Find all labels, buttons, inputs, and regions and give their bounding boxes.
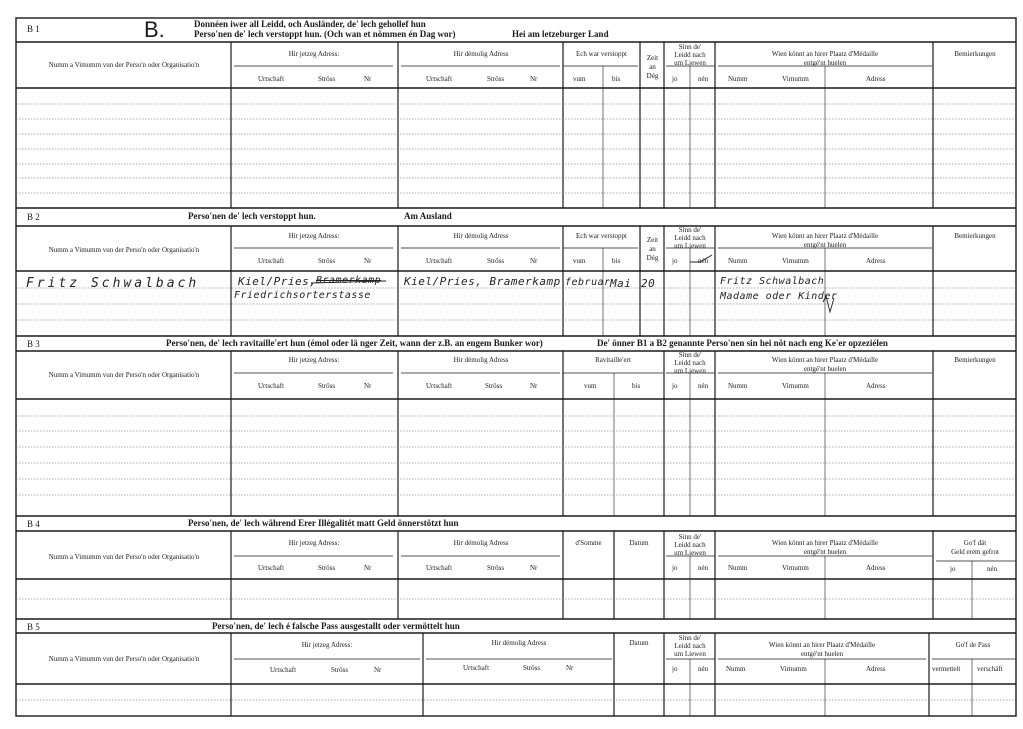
- entry-medal-name: Fritz Schwalbach: [720, 276, 825, 287]
- col-remarks: Bemierkungen: [954, 232, 996, 240]
- col-from: vum: [584, 382, 597, 390]
- col-yes: jo: [672, 257, 678, 265]
- col-hidden: Ech war verstoppt: [576, 232, 627, 240]
- col-victims-3: um Liewen: [674, 367, 706, 375]
- col-name-header: Numm a Vimumm vun der Perso'n oder Organisatio'n: [48, 246, 200, 254]
- col-current-address: Hir jetzeg Adress:: [288, 356, 340, 364]
- entry-name: Fritz Schwalbach: [26, 276, 200, 291]
- entry-to: Mai: [610, 277, 632, 290]
- b2-title: Perso'nen de' lech verstoppt hun.: [188, 211, 316, 221]
- form-letter: B.: [144, 17, 165, 42]
- b1-title-line1: Donnéen iwer all Leidd, och Ausländer, de' lech gehollef hun: [194, 19, 426, 29]
- col-number: Nr: [364, 382, 372, 390]
- col-from: vum: [573, 75, 586, 83]
- col-medal: Wien könnt an hirer Plaatz d'Médaille: [771, 50, 879, 58]
- col-victims-3: um Liewen: [674, 59, 706, 67]
- col-no: nén: [698, 382, 709, 390]
- col-no: nén: [698, 564, 709, 572]
- col-street: Ströss: [523, 664, 541, 672]
- col-from: vum: [573, 257, 586, 265]
- col-medal: Wien könnt an hirer Plaatz d'Médaille: [768, 641, 876, 649]
- b1-title-line2: Perso'nen de' lech verstoppt hun. (Och wan et nömmen én Dag wor): [194, 29, 456, 39]
- col-victims-2: Leidd nach: [674, 234, 706, 242]
- col-medal: Wien könnt an hirer Plaatz d'Médaille: [771, 539, 879, 547]
- col-current-address: Hir jetzeg Adress:: [288, 232, 340, 240]
- col-medal-name: Numm: [726, 665, 746, 673]
- col-medal: Wien könnt an hirer Plaatz d'Médaille: [771, 232, 879, 240]
- col-no: nén: [698, 257, 709, 265]
- entry-current-town: Kiel/Pries,: [238, 275, 317, 288]
- col-street: Ströss: [487, 75, 505, 83]
- col-street: Ströss: [487, 257, 505, 265]
- col-medal-2: entgé'nt huelen: [803, 59, 847, 67]
- col-duration-2: an: [649, 63, 656, 71]
- entry-current-street-struck: Bramerkamp: [316, 275, 382, 286]
- col-name-header: Numm a Vimumm vun der Perso'n oder Organisatio'n: [48, 371, 200, 379]
- col-medal-address: Adress: [866, 382, 886, 390]
- col-medal-name: Numm: [728, 564, 748, 572]
- section-b1-label: B 1: [27, 24, 40, 34]
- col-victims-1: Sinn de': [678, 43, 702, 51]
- col-current-address: Hir jetzeg Adress:: [288, 539, 340, 547]
- col-date: Datum: [629, 639, 649, 647]
- col-medal-firstname: Virnumm: [780, 665, 807, 673]
- col-money-returned-1: Go'f dät: [963, 539, 987, 547]
- col-arranged: vermettelt: [932, 665, 961, 673]
- col-street: Ströss: [318, 257, 336, 265]
- col-street: Ströss: [331, 666, 349, 674]
- section-b2-label: B 2: [27, 212, 40, 222]
- col-number: Nr: [530, 257, 538, 265]
- col-duration-2: an: [649, 245, 656, 253]
- col-yes: jo: [672, 382, 678, 390]
- col-number: Nr: [530, 382, 538, 390]
- col-date: Datum: [629, 539, 649, 547]
- col-medal-name: Numm: [728, 257, 748, 265]
- section-b3-label: B 3: [27, 339, 40, 349]
- col-street: Ströss: [318, 382, 336, 390]
- col-money-returned-2: Geld erem gefrot: [951, 548, 999, 556]
- col-former-address: Hir démolig Adress: [453, 50, 509, 58]
- col-yes: jo: [672, 75, 678, 83]
- b3-title: Perso'nen, de' lech ravitaille'ert hun (émol oder lä nger Zeit, wann der z.B. an engem Bunker wor): [166, 338, 543, 348]
- col-town: Urtschaft: [270, 666, 297, 674]
- col-medal-firstname: Virnumm: [782, 564, 809, 572]
- col-to: bis: [612, 75, 621, 83]
- col-medal-address: Adress: [866, 75, 886, 83]
- col-victims-1: Sinn de': [678, 351, 702, 359]
- col-town: Urtschaft: [258, 564, 285, 572]
- col-victims-2: Leidd nach: [674, 359, 706, 367]
- col-duration-3: Dég: [646, 254, 659, 262]
- b4-title: Perso'nen, de' lech während Erer Illégalitét matt Geld önnerstötzt hun: [188, 518, 459, 528]
- col-forged: verschäft: [977, 665, 1003, 673]
- col-number: Nr: [374, 666, 382, 674]
- col-number: Nr: [566, 664, 574, 672]
- entry-current-street: Friedrichsorterstasse: [234, 290, 371, 301]
- b3-title-extra: De' önner B1 a B2 genannte Perso'nen sin hei nöt nach eng Ke'er opzeziélen: [597, 338, 888, 348]
- section-b5-label: B 5: [27, 622, 40, 632]
- section-b4-label: B 4: [27, 519, 40, 529]
- b1-title-extra: Hei am letzeburger Land: [512, 29, 609, 39]
- col-yes: jo: [950, 565, 956, 573]
- col-remarks: Bemierkungen: [954, 50, 996, 58]
- col-number: Nr: [530, 564, 538, 572]
- col-medal-2: entgé'nt huelen: [803, 365, 847, 373]
- col-number: Nr: [530, 75, 538, 83]
- col-medal-firstname: Virnumm: [782, 75, 809, 83]
- col-town: Urtschaft: [258, 75, 285, 83]
- col-medal-2: entgé'nt huelen: [800, 650, 844, 658]
- col-medal-2: entgé'nt huelen: [803, 548, 847, 556]
- col-victims-3: um Liewen: [674, 650, 706, 658]
- col-victims-2: Leidd nach: [674, 541, 706, 549]
- col-street: Ströss: [485, 382, 503, 390]
- col-passport: Go'f de Pass: [955, 641, 991, 649]
- col-town: Urtschaft: [463, 664, 490, 672]
- col-town: Urtschaft: [426, 257, 453, 265]
- col-town: Urtschaft: [258, 382, 285, 390]
- col-victims-3: um Liewen: [674, 242, 706, 250]
- col-number: Nr: [364, 75, 372, 83]
- col-medal-name: Numm: [728, 75, 748, 83]
- col-remarks: Bemierkungen: [954, 356, 996, 364]
- entry-former-address: Kiel/Pries, Bramerkamp: [404, 275, 561, 288]
- col-number: Nr: [364, 564, 372, 572]
- col-town: Urtschaft: [426, 75, 453, 83]
- col-street: Ströss: [487, 564, 505, 572]
- col-victims-1: Sinn de': [678, 634, 702, 642]
- col-former-address: Hir démolig Adress: [453, 539, 509, 547]
- col-current-address: Hir jetzeg Adress:: [288, 50, 340, 58]
- col-name-header: Numm a Vimumm vun der Perso'n oder Organisatio'n: [48, 553, 200, 561]
- col-street: Ströss: [318, 75, 336, 83]
- col-town: Urtschaft: [426, 382, 453, 390]
- col-to: bis: [612, 257, 621, 265]
- b2-title-extra: Am Ausland: [404, 211, 452, 221]
- col-medal-address: Adress: [866, 665, 886, 673]
- col-name-header: Numm a Vimumm vun der Perso'n oder Organisatio'n: [48, 655, 200, 663]
- col-former-address: Hir démolig Adress: [453, 356, 509, 364]
- col-medal-2: entgé'nt huelen: [803, 241, 847, 249]
- col-to: bis: [632, 382, 641, 390]
- col-duration-3: Dég: [646, 72, 659, 80]
- col-number: Nr: [364, 257, 372, 265]
- col-former-address: Hir démolig Adress: [491, 639, 547, 647]
- col-victims-3: um Liewen: [674, 549, 706, 557]
- col-duration-1: Zeit: [646, 236, 659, 244]
- entry-medal-name-2: Madame oder Kinder: [720, 291, 838, 302]
- col-name-header: Numm a Vimumm vun der Perso'n oder Organisatio'n: [48, 61, 200, 69]
- b5-title: Perso'nen, de' lech é falsche Pass ausgestallt oder vermöttelt hun: [212, 621, 460, 631]
- col-medal-firstname: Virnumm: [782, 257, 809, 265]
- col-duration-1: Zeit: [646, 54, 659, 62]
- col-victims-2: Leidd nach: [674, 51, 706, 59]
- entry-days: 20: [641, 277, 656, 290]
- col-town: Urtschaft: [258, 257, 285, 265]
- col-no: nén: [698, 665, 709, 673]
- col-victims-1: Sinn de': [678, 533, 702, 541]
- col-medal-firstname: Virnumm: [782, 382, 809, 390]
- col-current-address: Hir jetzeg Adress:: [301, 641, 353, 649]
- col-street: Ströss: [318, 564, 336, 572]
- col-supplied: Ravitaille'ert: [595, 356, 631, 364]
- col-town: Urtschaft: [426, 564, 453, 572]
- col-no: nén: [698, 75, 709, 83]
- col-medal-address: Adress: [866, 257, 886, 265]
- col-medal: Wien könnt an hirer Plaatz d'Médaille: [771, 356, 879, 364]
- col-no: nén: [987, 565, 998, 573]
- entry-from: februar: [565, 277, 611, 288]
- col-hidden: Ech war verstoppt: [576, 50, 627, 58]
- col-victims-1: Sinn de': [678, 226, 702, 234]
- col-yes: jo: [672, 665, 678, 673]
- col-yes: jo: [672, 564, 678, 572]
- col-former-address: Hir démolig Adress: [453, 232, 509, 240]
- col-sum: d'Somme: [575, 539, 602, 547]
- col-medal-name: Numm: [728, 382, 748, 390]
- col-victims-2: Leidd nach: [674, 642, 706, 650]
- col-medal-address: Adress: [866, 564, 886, 572]
